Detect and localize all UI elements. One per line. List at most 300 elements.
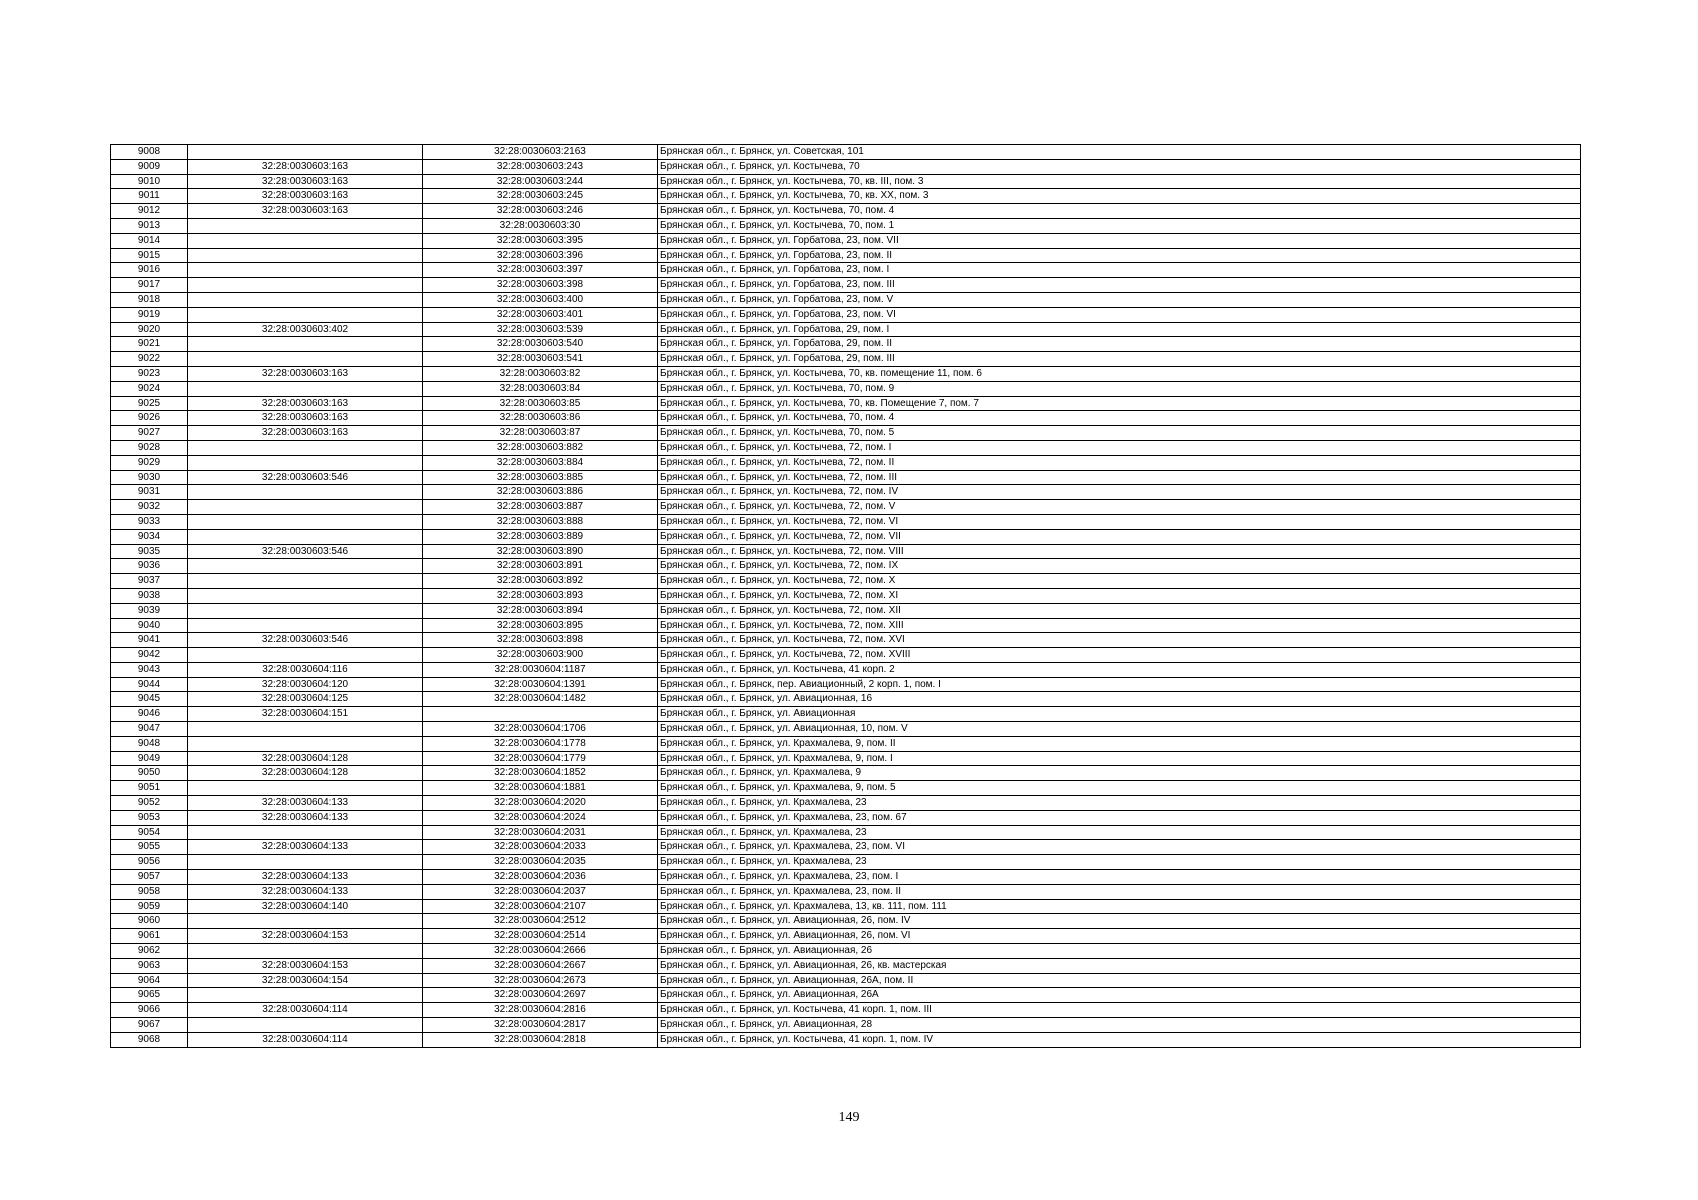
- address-cell: Брянская обл., г. Брянск, ул. Костычева, 72, пом. II: [658, 455, 1581, 470]
- row-number-cell: 9060: [111, 914, 188, 929]
- address-cell: Брянская обл., г. Брянск, ул. Горбатова, 23, пом. VI: [658, 307, 1581, 322]
- parent-cadastral-cell: [188, 559, 423, 574]
- table-row: [111, 1018, 1581, 1033]
- parent-cadastral-cell: [188, 603, 423, 618]
- table-row: [111, 396, 1581, 411]
- table-row: [111, 766, 1581, 781]
- table-row: [111, 233, 1581, 248]
- row-number-cell: 9031: [111, 485, 188, 500]
- table-row: [111, 781, 1581, 796]
- row-number-cell: 9034: [111, 529, 188, 544]
- cadastral-number-cell: 32:28:0030603:85: [423, 396, 658, 411]
- address-cell: Брянская обл., г. Брянск, ул. Крахмалева, 23: [658, 855, 1581, 870]
- table-row: [111, 677, 1581, 692]
- parent-cadastral-cell: [188, 781, 423, 796]
- row-number-cell: 9009: [111, 159, 188, 174]
- row-number-cell: 9024: [111, 381, 188, 396]
- cadastral-number-cell: 32:28:0030604:2031: [423, 825, 658, 840]
- parent-cadastral-cell: 32:28:0030604:153: [188, 958, 423, 973]
- row-number-cell: 9013: [111, 218, 188, 233]
- address-cell: Брянская обл., г. Брянск, ул. Авиационная, 26А: [658, 988, 1581, 1003]
- table-row: [111, 248, 1581, 263]
- address-cell: Брянская обл., г. Брянск, ул. Авиационная, 10, пом. V: [658, 722, 1581, 737]
- row-number-cell: 9008: [111, 145, 188, 160]
- table-row: [111, 366, 1581, 381]
- table-row: [111, 529, 1581, 544]
- address-cell: Брянская обл., г. Брянск, ул. Авиационная, 28: [658, 1018, 1581, 1033]
- parent-cadastral-cell: [188, 248, 423, 263]
- address-cell: Брянская обл., г. Брянск, ул. Костычева, 70, пом. 4: [658, 411, 1581, 426]
- address-cell: Брянская обл., г. Брянск, ул. Костычева, 70, кв. помещение 11, пом. 6: [658, 366, 1581, 381]
- parent-cadastral-cell: [188, 736, 423, 751]
- row-number-cell: 9050: [111, 766, 188, 781]
- parent-cadastral-cell: 32:28:0030603:402: [188, 322, 423, 337]
- table-row: [111, 145, 1581, 160]
- table-row: [111, 988, 1581, 1003]
- row-number-cell: 9011: [111, 189, 188, 204]
- address-cell: Брянская обл., г. Брянск, ул. Костычева, 70, пом. 9: [658, 381, 1581, 396]
- parent-cadastral-cell: 32:28:0030603:546: [188, 470, 423, 485]
- address-cell: Брянская обл., г. Брянск, ул. Горбатова, 23, пом. VII: [658, 233, 1581, 248]
- cadastral-number-cell: 32:28:0030603:882: [423, 440, 658, 455]
- table-row: [111, 692, 1581, 707]
- table-row: [111, 944, 1581, 959]
- parent-cadastral-cell: [188, 263, 423, 278]
- cadastral-number-cell: 32:28:0030604:2512: [423, 914, 658, 929]
- parent-cadastral-cell: [188, 292, 423, 307]
- cadastral-number-cell: 32:28:0030604:2514: [423, 929, 658, 944]
- table-row: [111, 707, 1581, 722]
- parent-cadastral-cell: [188, 233, 423, 248]
- parent-cadastral-cell: [188, 1018, 423, 1033]
- parent-cadastral-cell: [188, 352, 423, 367]
- address-cell: Брянская обл., г. Брянск, ул. Костычева, 41 корп. 1, пом. III: [658, 1003, 1581, 1018]
- address-cell: Брянская обл., г. Брянск, ул. Костычева, 72, пом. VIII: [658, 544, 1581, 559]
- row-number-cell: 9035: [111, 544, 188, 559]
- row-number-cell: 9047: [111, 722, 188, 737]
- row-number-cell: 9043: [111, 662, 188, 677]
- table-row: [111, 751, 1581, 766]
- address-cell: Брянская обл., г. Брянск, ул. Костычева, 72, пом. V: [658, 500, 1581, 515]
- parent-cadastral-cell: 32:28:0030604:120: [188, 677, 423, 692]
- row-number-cell: 9019: [111, 307, 188, 322]
- cadastral-number-cell: 32:28:0030603:400: [423, 292, 658, 307]
- parent-cadastral-cell: [188, 500, 423, 515]
- table-row: [111, 722, 1581, 737]
- row-number-cell: 9025: [111, 396, 188, 411]
- parent-cadastral-cell: [188, 337, 423, 352]
- parent-cadastral-cell: 32:28:0030604:151: [188, 707, 423, 722]
- row-number-cell: 9020: [111, 322, 188, 337]
- row-number-cell: 9052: [111, 796, 188, 811]
- cadastral-number-cell: 32:28:0030604:2818: [423, 1032, 658, 1047]
- address-cell: Брянская обл., г. Брянск, ул. Костычева, 72, пом. VII: [658, 529, 1581, 544]
- address-cell: Брянская обл., г. Брянск, ул. Горбатова, 29, пом. III: [658, 352, 1581, 367]
- parent-cadastral-cell: 32:28:0030603:163: [188, 189, 423, 204]
- parent-cadastral-cell: 32:28:0030604:133: [188, 870, 423, 885]
- row-number-cell: 9041: [111, 633, 188, 648]
- parent-cadastral-cell: [188, 855, 423, 870]
- parent-cadastral-cell: 32:28:0030603:546: [188, 633, 423, 648]
- address-cell: Брянская обл., г. Брянск, ул. Костычева, 72, пом. XVI: [658, 633, 1581, 648]
- table-row: [111, 307, 1581, 322]
- parent-cadastral-cell: [188, 618, 423, 633]
- row-number-cell: 9044: [111, 677, 188, 692]
- address-cell: Брянская обл., г. Брянск, ул. Костычева, 41 корп. 1, пом. IV: [658, 1032, 1581, 1047]
- address-cell: Брянская обл., г. Брянск, ул. Крахмалева, 9, пом. I: [658, 751, 1581, 766]
- table-row: [111, 574, 1581, 589]
- table-row: [111, 973, 1581, 988]
- cadastral-number-cell: 32:28:0030604:2033: [423, 840, 658, 855]
- cadastral-number-cell: 32:28:0030604:2697: [423, 988, 658, 1003]
- parent-cadastral-cell: 32:28:0030604:133: [188, 810, 423, 825]
- row-number-cell: 9010: [111, 174, 188, 189]
- cadastral-number-cell: 32:28:0030603:889: [423, 529, 658, 544]
- parent-cadastral-cell: 32:28:0030603:163: [188, 366, 423, 381]
- page-number: 149: [838, 1110, 860, 1125]
- address-cell: Брянская обл., г. Брянск, пер. Авиационный, 2 корп. 1, пом. I: [658, 677, 1581, 692]
- address-cell: Брянская обл., г. Брянск, ул. Крахмалева, 23, пом. I: [658, 870, 1581, 885]
- table-row: [111, 958, 1581, 973]
- table-row: [111, 603, 1581, 618]
- parent-cadastral-cell: 32:28:0030604:128: [188, 766, 423, 781]
- address-cell: Брянская обл., г. Брянск, ул. Крахмалева, 23, пом. II: [658, 884, 1581, 899]
- table-row: [111, 500, 1581, 515]
- row-number-cell: 9023: [111, 366, 188, 381]
- address-cell: Брянская обл., г. Брянск, ул. Крахмалева, 9, пом. 5: [658, 781, 1581, 796]
- parent-cadastral-cell: [188, 218, 423, 233]
- parent-cadastral-cell: 32:28:0030603:163: [188, 396, 423, 411]
- table-row: [111, 263, 1581, 278]
- parent-cadastral-cell: 32:28:0030603:546: [188, 544, 423, 559]
- address-cell: Брянская обл., г. Брянск, ул. Крахмалева, 23, пом. 67: [658, 810, 1581, 825]
- cadastral-number-cell: 32:28:0030603:893: [423, 588, 658, 603]
- parent-cadastral-cell: 32:28:0030604:114: [188, 1032, 423, 1047]
- row-number-cell: 9017: [111, 278, 188, 293]
- row-number-cell: 9027: [111, 426, 188, 441]
- table-row: [111, 633, 1581, 648]
- cadastral-number-cell: 32:28:0030603:895: [423, 618, 658, 633]
- row-number-cell: 9067: [111, 1018, 188, 1033]
- table-row: [111, 278, 1581, 293]
- address-cell: Брянская обл., г. Брянск, ул. Костычева, 70, кв. III, пом. 3: [658, 174, 1581, 189]
- row-number-cell: 9012: [111, 204, 188, 219]
- address-cell: Брянская обл., г. Брянск, ул. Костычева, 72, пом. XVIII: [658, 648, 1581, 663]
- parent-cadastral-cell: 32:28:0030603:163: [188, 426, 423, 441]
- cadastral-number-cell: 32:28:0030603:886: [423, 485, 658, 500]
- address-cell: Брянская обл., г. Брянск, ул. Костычева, 72, пом. III: [658, 470, 1581, 485]
- table-row: [111, 337, 1581, 352]
- address-cell: Брянская обл., г. Брянск, ул. Костычева, 70, пом. 5: [658, 426, 1581, 441]
- parent-cadastral-cell: [188, 988, 423, 1003]
- registry-body: [111, 145, 1581, 1048]
- table-row: [111, 292, 1581, 307]
- table-row: [111, 159, 1581, 174]
- property-registry-table: [110, 144, 1581, 1048]
- row-number-cell: 9029: [111, 455, 188, 470]
- row-number-cell: 9066: [111, 1003, 188, 1018]
- cadastral-number-cell: [423, 707, 658, 722]
- row-number-cell: 9053: [111, 810, 188, 825]
- parent-cadastral-cell: [188, 914, 423, 929]
- parent-cadastral-cell: [188, 278, 423, 293]
- table-row: [111, 899, 1581, 914]
- table-row: [111, 544, 1581, 559]
- address-cell: Брянская обл., г. Брянск, ул. Костычева, 72, пом. XI: [658, 588, 1581, 603]
- table-row: [111, 352, 1581, 367]
- address-cell: Брянская обл., г. Брянск, ул. Горбатова, 29, пом. II: [658, 337, 1581, 352]
- cadastral-number-cell: 32:28:0030603:82: [423, 366, 658, 381]
- cadastral-number-cell: 32:28:0030604:2020: [423, 796, 658, 811]
- cadastral-number-cell: 32:28:0030603:884: [423, 455, 658, 470]
- table-row: [111, 870, 1581, 885]
- parent-cadastral-cell: [188, 485, 423, 500]
- row-number-cell: 9045: [111, 692, 188, 707]
- row-number-cell: 9021: [111, 337, 188, 352]
- table-row: [111, 825, 1581, 840]
- cadastral-number-cell: 32:28:0030604:1852: [423, 766, 658, 781]
- cadastral-number-cell: 32:28:0030603:395: [423, 233, 658, 248]
- table-row: [111, 204, 1581, 219]
- table-row: [111, 1032, 1581, 1047]
- cadastral-number-cell: 32:28:0030604:2024: [423, 810, 658, 825]
- address-cell: Брянская обл., г. Брянск, ул. Авиационная, 26А, пом. II: [658, 973, 1581, 988]
- table-row: [111, 855, 1581, 870]
- cadastral-number-cell: 32:28:0030604:2037: [423, 884, 658, 899]
- parent-cadastral-cell: [188, 455, 423, 470]
- address-cell: Брянская обл., г. Брянск, ул. Костычева, 72, пом. VI: [658, 514, 1581, 529]
- cadastral-number-cell: 32:28:0030603:887: [423, 500, 658, 515]
- table-row: [111, 485, 1581, 500]
- cadastral-number-cell: 32:28:0030603:30: [423, 218, 658, 233]
- cadastral-number-cell: 32:28:0030603:894: [423, 603, 658, 618]
- cadastral-number-cell: 32:28:0030603:885: [423, 470, 658, 485]
- parent-cadastral-cell: [188, 529, 423, 544]
- parent-cadastral-cell: 32:28:0030604:116: [188, 662, 423, 677]
- row-number-cell: 9055: [111, 840, 188, 855]
- address-cell: Брянская обл., г. Брянск, ул. Костычева, 70: [658, 159, 1581, 174]
- table-row: [111, 174, 1581, 189]
- cadastral-number-cell: 32:28:0030603:541: [423, 352, 658, 367]
- cadastral-number-cell: 32:28:0030604:1187: [423, 662, 658, 677]
- cadastral-number-cell: 32:28:0030604:2666: [423, 944, 658, 959]
- table-row: [111, 218, 1581, 233]
- row-number-cell: 9058: [111, 884, 188, 899]
- row-number-cell: 9038: [111, 588, 188, 603]
- parent-cadastral-cell: 32:28:0030604:154: [188, 973, 423, 988]
- table-row: [111, 929, 1581, 944]
- cadastral-number-cell: 32:28:0030604:1778: [423, 736, 658, 751]
- address-cell: Брянская обл., г. Брянск, ул. Авиационная, 26: [658, 944, 1581, 959]
- parent-cadastral-cell: [188, 440, 423, 455]
- cadastral-number-cell: 32:28:0030603:888: [423, 514, 658, 529]
- address-cell: Брянская обл., г. Брянск, ул. Советская, 101: [658, 145, 1581, 160]
- row-number-cell: 9018: [111, 292, 188, 307]
- cadastral-number-cell: 32:28:0030604:2816: [423, 1003, 658, 1018]
- cadastral-number-cell: 32:28:0030604:1779: [423, 751, 658, 766]
- row-number-cell: 9032: [111, 500, 188, 515]
- row-number-cell: 9049: [111, 751, 188, 766]
- cadastral-number-cell: 32:28:0030604:2673: [423, 973, 658, 988]
- row-number-cell: 9028: [111, 440, 188, 455]
- table-row: [111, 884, 1581, 899]
- address-cell: Брянская обл., г. Брянск, ул. Костычева, 72, пом. XIII: [658, 618, 1581, 633]
- cadastral-number-cell: 32:28:0030604:2036: [423, 870, 658, 885]
- parent-cadastral-cell: 32:28:0030604:153: [188, 929, 423, 944]
- address-cell: Брянская обл., г. Брянск, ул. Крахмалева, 13, кв. 111, пом. 111: [658, 899, 1581, 914]
- address-cell: Брянская обл., г. Брянск, ул. Костычева, 72, пом. XII: [658, 603, 1581, 618]
- cadastral-number-cell: 32:28:0030604:1881: [423, 781, 658, 796]
- row-number-cell: 9015: [111, 248, 188, 263]
- address-cell: Брянская обл., г. Брянск, ул. Костычева, 72, пом. IX: [658, 559, 1581, 574]
- address-cell: Брянская обл., г. Брянск, ул. Костычева, 72, пом. X: [658, 574, 1581, 589]
- parent-cadastral-cell: [188, 307, 423, 322]
- cadastral-number-cell: 32:28:0030603:2163: [423, 145, 658, 160]
- address-cell: Брянская обл., г. Брянск, ул. Авиационная, 16: [658, 692, 1581, 707]
- table-row: [111, 648, 1581, 663]
- row-number-cell: 9065: [111, 988, 188, 1003]
- cadastral-number-cell: 32:28:0030603:898: [423, 633, 658, 648]
- parent-cadastral-cell: 32:28:0030603:163: [188, 174, 423, 189]
- table-row: [111, 322, 1581, 337]
- cadastral-number-cell: 32:28:0030604:1391: [423, 677, 658, 692]
- table-row: [111, 1003, 1581, 1018]
- cadastral-number-cell: 32:28:0030604:1482: [423, 692, 658, 707]
- parent-cadastral-cell: [188, 944, 423, 959]
- cadastral-number-cell: 32:28:0030603:86: [423, 411, 658, 426]
- table-row: [111, 455, 1581, 470]
- row-number-cell: 9063: [111, 958, 188, 973]
- row-number-cell: 9059: [111, 899, 188, 914]
- parent-cadastral-cell: [188, 381, 423, 396]
- table-row: [111, 411, 1581, 426]
- row-number-cell: 9039: [111, 603, 188, 618]
- cadastral-number-cell: 32:28:0030603:540: [423, 337, 658, 352]
- table-row: [111, 662, 1581, 677]
- address-cell: Брянская обл., г. Брянск, ул. Костычева, 70, кв. Помещение 7, пом. 7: [658, 396, 1581, 411]
- table-row: [111, 514, 1581, 529]
- row-number-cell: 9016: [111, 263, 188, 278]
- cadastral-number-cell: 32:28:0030603:900: [423, 648, 658, 663]
- parent-cadastral-cell: [188, 648, 423, 663]
- table-row: [111, 559, 1581, 574]
- cadastral-number-cell: 32:28:0030603:892: [423, 574, 658, 589]
- cadastral-number-cell: 32:28:0030603:244: [423, 174, 658, 189]
- address-cell: Брянская обл., г. Брянск, ул. Авиационная: [658, 707, 1581, 722]
- parent-cadastral-cell: [188, 722, 423, 737]
- row-number-cell: 9026: [111, 411, 188, 426]
- row-number-cell: 9062: [111, 944, 188, 959]
- address-cell: Брянская обл., г. Брянск, ул. Авиационная, 26, пом. VI: [658, 929, 1581, 944]
- row-number-cell: 9061: [111, 929, 188, 944]
- cadastral-number-cell: 32:28:0030604:2035: [423, 855, 658, 870]
- table-row: [111, 914, 1581, 929]
- row-number-cell: 9064: [111, 973, 188, 988]
- row-number-cell: 9014: [111, 233, 188, 248]
- table-row: [111, 588, 1581, 603]
- cadastral-number-cell: 32:28:0030603:84: [423, 381, 658, 396]
- address-cell: Брянская обл., г. Брянск, ул. Крахмалева, 23: [658, 796, 1581, 811]
- cadastral-number-cell: 32:28:0030603:87: [423, 426, 658, 441]
- address-cell: Брянская обл., г. Брянск, ул. Крахмалева, 9, пом. II: [658, 736, 1581, 751]
- address-cell: Брянская обл., г. Брянск, ул. Костычева, 70, пом. 1: [658, 218, 1581, 233]
- address-cell: Брянская обл., г. Брянск, ул. Костычева, 41 корп. 2: [658, 662, 1581, 677]
- address-cell: Брянская обл., г. Брянск, ул. Авиационная, 26, кв. мастерская: [658, 958, 1581, 973]
- row-number-cell: 9051: [111, 781, 188, 796]
- table-row: [111, 796, 1581, 811]
- parent-cadastral-cell: 32:28:0030604:133: [188, 840, 423, 855]
- cadastral-number-cell: 32:28:0030604:2107: [423, 899, 658, 914]
- parent-cadastral-cell: 32:28:0030604:133: [188, 796, 423, 811]
- cadastral-number-cell: 32:28:0030603:396: [423, 248, 658, 263]
- cadastral-number-cell: 32:28:0030604:2817: [423, 1018, 658, 1033]
- address-cell: Брянская обл., г. Брянск, ул. Крахмалева, 23, пом. VI: [658, 840, 1581, 855]
- parent-cadastral-cell: 32:28:0030604:128: [188, 751, 423, 766]
- parent-cadastral-cell: 32:28:0030604:133: [188, 884, 423, 899]
- cadastral-number-cell: 32:28:0030603:398: [423, 278, 658, 293]
- row-number-cell: 9046: [111, 707, 188, 722]
- table-row: [111, 381, 1581, 396]
- address-cell: Брянская обл., г. Брянск, ул. Авиационная, 26, пом. IV: [658, 914, 1581, 929]
- row-number-cell: 9054: [111, 825, 188, 840]
- row-number-cell: 9048: [111, 736, 188, 751]
- row-number-cell: 9022: [111, 352, 188, 367]
- cadastral-number-cell: 32:28:0030603:397: [423, 263, 658, 278]
- cadastral-number-cell: 32:28:0030604:1706: [423, 722, 658, 737]
- cadastral-number-cell: 32:28:0030604:2667: [423, 958, 658, 973]
- cadastral-number-cell: 32:28:0030603:539: [423, 322, 658, 337]
- parent-cadastral-cell: [188, 514, 423, 529]
- parent-cadastral-cell: [188, 574, 423, 589]
- cadastral-number-cell: 32:28:0030603:890: [423, 544, 658, 559]
- table-row: [111, 189, 1581, 204]
- cadastral-number-cell: 32:28:0030603:246: [423, 204, 658, 219]
- cadastral-number-cell: 32:28:0030603:243: [423, 159, 658, 174]
- cadastral-number-cell: 32:28:0030603:245: [423, 189, 658, 204]
- parent-cadastral-cell: 32:28:0030604:140: [188, 899, 423, 914]
- row-number-cell: 9030: [111, 470, 188, 485]
- address-cell: Брянская обл., г. Брянск, ул. Костычева, 72, пом. I: [658, 440, 1581, 455]
- parent-cadastral-cell: 32:28:0030604:125: [188, 692, 423, 707]
- row-number-cell: 9042: [111, 648, 188, 663]
- table-row: [111, 810, 1581, 825]
- parent-cadastral-cell: 32:28:0030603:163: [188, 411, 423, 426]
- parent-cadastral-cell: [188, 825, 423, 840]
- parent-cadastral-cell: 32:28:0030603:163: [188, 159, 423, 174]
- row-number-cell: 9033: [111, 514, 188, 529]
- parent-cadastral-cell: 32:28:0030603:163: [188, 204, 423, 219]
- table-row: [111, 618, 1581, 633]
- address-cell: Брянская обл., г. Брянск, ул. Горбатова, 23, пом. II: [658, 248, 1581, 263]
- parent-cadastral-cell: [188, 145, 423, 160]
- row-number-cell: 9068: [111, 1032, 188, 1047]
- address-cell: Брянская обл., г. Брянск, ул. Крахмалева, 23: [658, 825, 1581, 840]
- row-number-cell: 9056: [111, 855, 188, 870]
- parent-cadastral-cell: [188, 588, 423, 603]
- address-cell: Брянская обл., г. Брянск, ул. Горбатова, 29, пом. I: [658, 322, 1581, 337]
- address-cell: Брянская обл., г. Брянск, ул. Костычева, 70, кв. XX, пом. 3: [658, 189, 1581, 204]
- row-number-cell: 9040: [111, 618, 188, 633]
- table-row: [111, 840, 1581, 855]
- cadastral-number-cell: 32:28:0030603:401: [423, 307, 658, 322]
- table-row: [111, 426, 1581, 441]
- table-row: [111, 470, 1581, 485]
- address-cell: Брянская обл., г. Брянск, ул. Костычева, 70, пом. 4: [658, 204, 1581, 219]
- table-row: [111, 736, 1581, 751]
- address-cell: Брянская обл., г. Брянск, ул. Горбатова, 23, пом. III: [658, 278, 1581, 293]
- row-number-cell: 9036: [111, 559, 188, 574]
- address-cell: Брянская обл., г. Брянск, ул. Костычева, 72, пом. IV: [658, 485, 1581, 500]
